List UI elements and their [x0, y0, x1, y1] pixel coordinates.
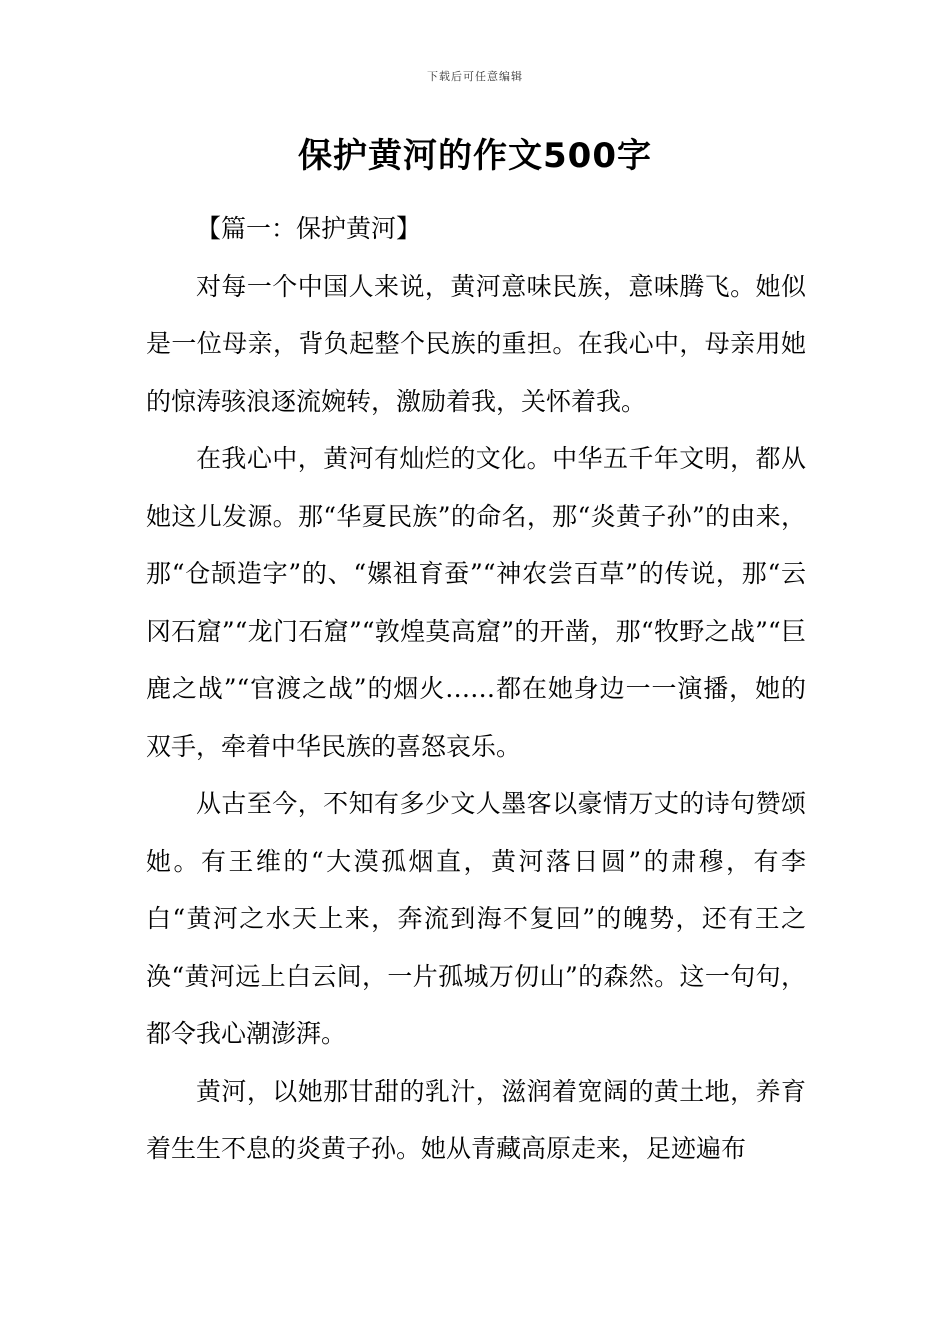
- page-title: 保护黄河的作文500字: [298, 136, 652, 176]
- header-note: 下载后可任意编辑: [427, 70, 523, 83]
- paragraph-3: 从古至今，不知有多少文人墨客以豪情万丈的诗句赞颂她。有王维的“大漠孤烟直，黄河落日圆”的肃穆，有李白“黄河之水天上来，奔流到海不复回”的魄势，还有王之涣“黄河远上白云间，一片孤城万仞山”的森然。这一句句，都令我心潮澎湃。: [146, 789, 806, 1048]
- document-body: [146, 200, 806, 1178]
- paragraph-2: 在我心中，黄河有灿烂的文化。中华五千年文明，都从她这儿发源。那“华夏民族”的命名，那“炎黄子孙”的由来，那“仓颉造字”的、“嫘祖育蚕”“神农尝百草”的传说，那“云冈石窟”“龙门石窟”“敦煌莫高窟”的开凿，那“牧野之战”“巨鹿之战”“官渡之战”的烟火……都在她身边一一演播，她的双手，牵着中华民族的喜怒哀乐。: [146, 444, 806, 761]
- paragraph-4: 黄河，以她那甘甜的乳汁，滋润着宽阔的黄土地，养育着生生不息的炎黄子孙。她从青藏高原走来，足迹遍布: [146, 1076, 806, 1163]
- section-heading: 【篇一：保护黄河】: [196, 214, 422, 243]
- paragraph-1: 对每一个中国人来说，黄河意味民族，意味腾飞。她似是一位母亲，背负起整个民族的重担。在我心中，母亲用她的惊涛骇浪逐流婉转，激励着我，关怀着我。: [146, 271, 806, 416]
